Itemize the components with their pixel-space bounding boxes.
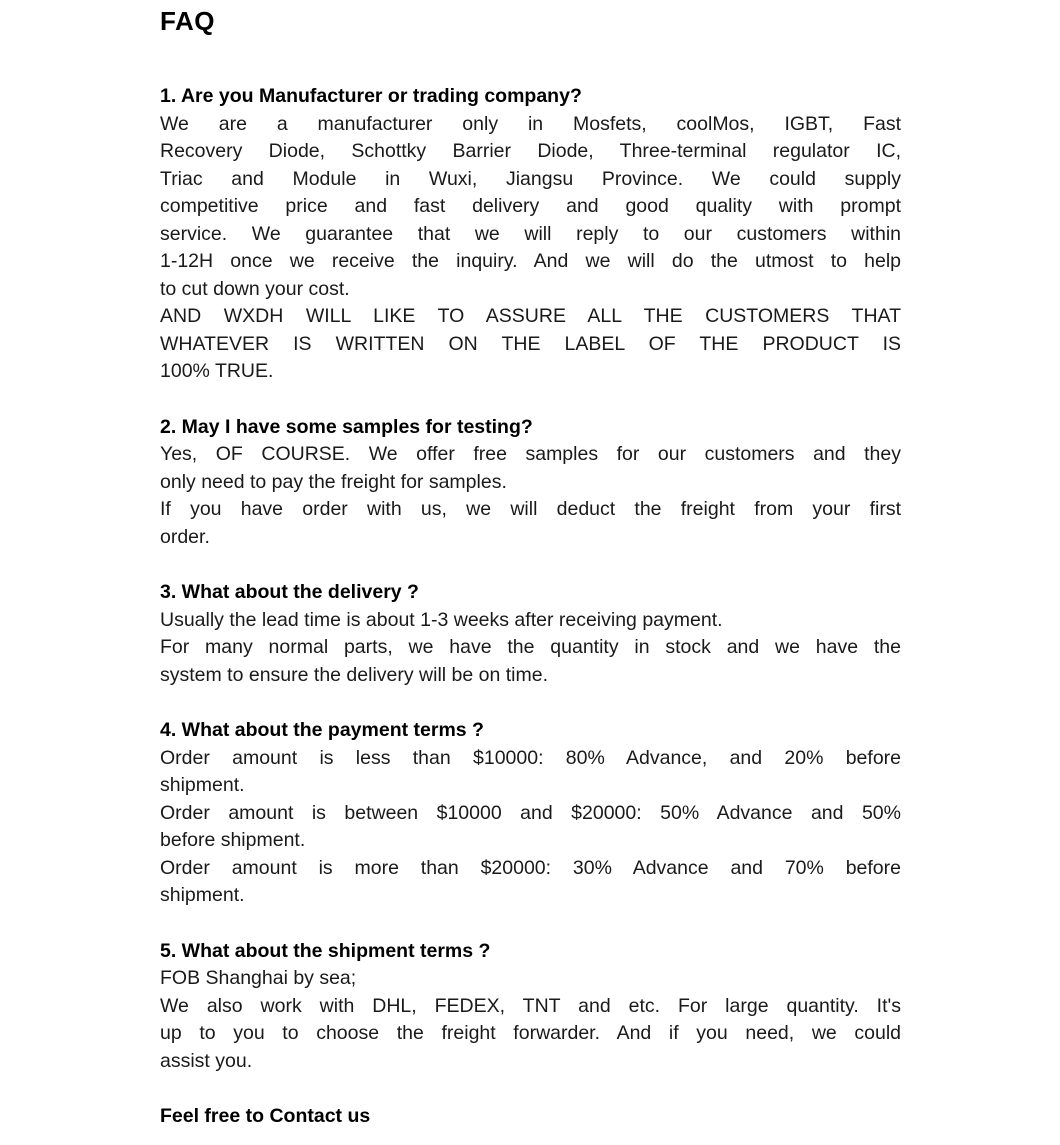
faq-question: 1. Are you Manufacturer or trading company? xyxy=(160,85,582,107)
faq-section xyxy=(160,83,901,386)
faq-answer-line: AND WXDH WILL LIKE TO ASSURE ALL THE CUSTOMERS THAT xyxy=(160,305,901,327)
faq-answer-paragraph xyxy=(160,111,901,304)
faq-answer-line: before shipment. xyxy=(160,829,306,851)
faq-answer-line: If you have order with us, we will deduct the freight from your first xyxy=(160,498,901,520)
faq-question: 5. What about the shipment terms ? xyxy=(160,939,491,962)
faq-document xyxy=(160,6,901,1131)
faq-answer-line: Order amount is less than $10000: 80% Advance, and 20% before xyxy=(160,746,901,769)
faq-question: 3. What about the delivery ? xyxy=(160,581,419,603)
faq-answer-line: For many normal parts, we have the quantity in stock and we have the xyxy=(160,636,901,658)
faq-answer-paragraph xyxy=(160,303,901,386)
faq-answer-paragraph xyxy=(160,855,901,910)
faq-answer-line: competitive price and fast delivery and good quality with prompt xyxy=(160,195,901,217)
faq-answer-line: only need to pay the freight for samples. xyxy=(160,470,507,493)
faq-section xyxy=(160,414,901,552)
faq-answer-line: Triac and Module in Wuxi, Jiangsu Province. We could supply xyxy=(160,167,901,190)
faq-answer-paragraph xyxy=(160,965,901,993)
faq-answer-line: We are a manufacturer only in Mosfets, coolMos, IGBT, Fast xyxy=(160,112,901,135)
faq-answer-line: order. xyxy=(160,525,210,548)
page-title: FAQ xyxy=(160,6,215,36)
faq-answer-paragraph xyxy=(160,800,901,855)
faq-answer-line: 100% TRUE. xyxy=(160,360,274,382)
faq-answer-line: FOB Shanghai by sea; xyxy=(160,967,357,989)
faq-section xyxy=(160,579,901,689)
faq-answer-line: We also work with DHL, FEDEX, TNT and etc. For large quantity. It's xyxy=(160,994,901,1017)
faq-answer-line: Yes, OF COURSE. We offer free samples for our customers and they xyxy=(160,443,901,465)
faq-answer-line: Recovery Diode, Schottky Barrier Diode, Three-terminal regulator IC, xyxy=(160,140,901,162)
faq-answer-line: Order amount is between $10000 and $20000: 50% Advance and 50% xyxy=(160,801,901,824)
faq-answer-line: assist you. xyxy=(160,1049,253,1072)
faq-answer-line: shipment. xyxy=(160,884,245,906)
faq-question: 4. What about the payment terms ? xyxy=(160,719,484,741)
faq-answer-paragraph xyxy=(160,634,901,689)
faq-answer-paragraph xyxy=(160,496,901,551)
faq-answer-paragraph xyxy=(160,607,901,635)
faq-answer-line: WHATEVER IS WRITTEN ON THE LABEL OF THE PRODUCT IS xyxy=(160,332,901,355)
contact-us-heading: Feel free to Contact us xyxy=(160,1105,371,1127)
faq-answer-line: up to you to choose the freight forwarder. And if you need, we could xyxy=(160,1022,901,1044)
faq-answer-paragraph xyxy=(160,441,901,496)
faq-section xyxy=(160,938,901,1076)
faq-section xyxy=(160,717,901,910)
faq-answer-line: shipment. xyxy=(160,774,245,796)
faq-answer-line: Usually the lead time is about 1-3 weeks after receiving payment. xyxy=(160,608,723,631)
faq-answer-paragraph xyxy=(160,993,901,1076)
faq-answer-paragraph xyxy=(160,745,901,800)
faq-question: 2. May I have some samples for testing? xyxy=(160,415,533,438)
faq-answer-line: 1-12H once we receive the inquiry. And we will do the utmost to help xyxy=(160,250,901,272)
faq-answer-line: Order amount is more than $20000: 30% Advance and 70% before xyxy=(160,856,901,879)
faq-answer-line: to cut down your cost. xyxy=(160,277,350,300)
faq-answer-line: service. We guarantee that we will reply to our customers within xyxy=(160,222,901,245)
faq-answer-line: system to ensure the delivery will be on time. xyxy=(160,663,549,686)
faq-sections xyxy=(160,83,901,1075)
